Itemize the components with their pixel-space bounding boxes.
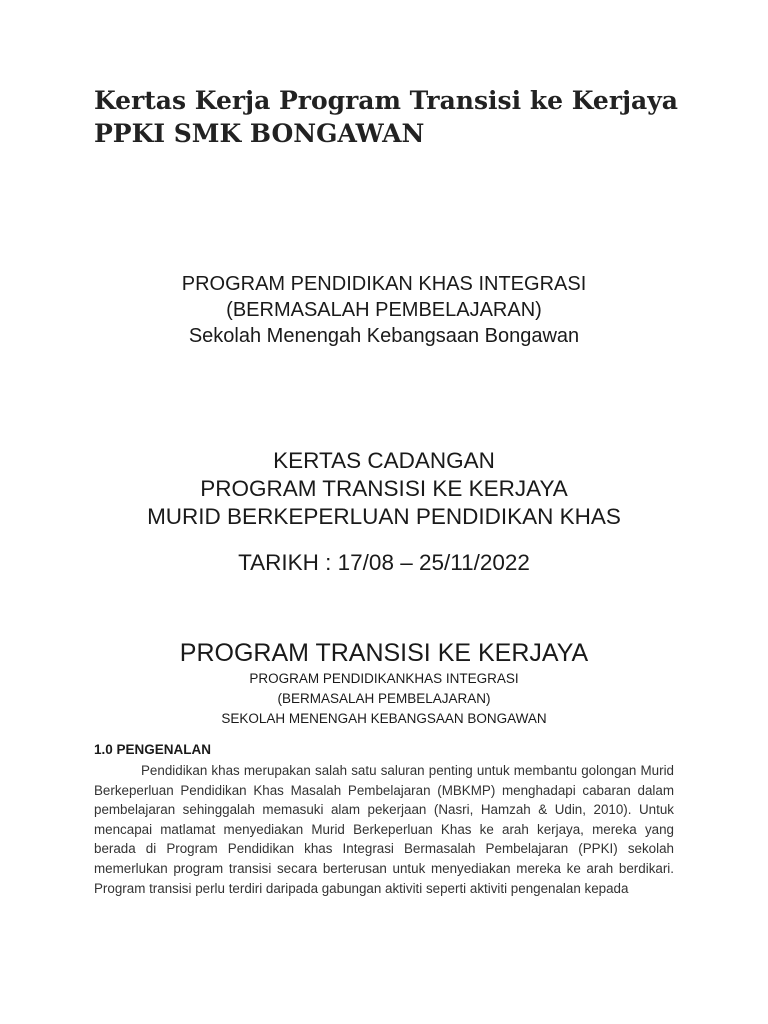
program-name-line: PROGRAM PENDIDIKAN KHAS INTEGRASI: [181, 273, 587, 295]
introduction-paragraph: Pendidikan khas merupakan salah satu saluran penting untuk membantu golongan Murid Berkeperluan Pendidikan Khas Masalah Pembelajaran (MBKMP) menghadapi cabaran dalam pembelajaran sehinggalah memasuki alam pekerjaan (Nasri, Hamzah & Udin, 2010). Untuk mencapai matlamat menyediakan Murid Berkeperluan Khas ke arah kerjaya, mereka yang berada di Program Pendidikan khas Integrasi Bermasalah Pembelajaran (PPKI) sekolah memerlukan program transisi secara berterusan untuk menyediakan mereka ke arah berdikari. Program transisi perlu terdiri daripada gabungan aktiviti seperti aktiviti pengenalan kepada: [94, 763, 674, 896]
section-title-block: [0, 637, 768, 669]
section-title: PROGRAM TRANSISI KE KERJAYA: [179, 639, 589, 667]
proposal-block: [0, 447, 768, 531]
section-subtitle-line-3: SEKOLAH MENENGAH KEBANGSAAN BONGAWAN: [221, 711, 547, 726]
section-subtitle-block: [0, 669, 768, 729]
school-name-line: Sekolah Menengah Kebangsaan Bongawan: [188, 325, 580, 347]
introduction-heading: 1.0 PENGENALAN: [94, 742, 212, 757]
section-subtitle-line-2: (BERMASALAH PEMBELAJARAN): [277, 691, 491, 706]
proposal-program-line: PROGRAM TRANSISI KE KERJAYA: [200, 476, 568, 501]
document-title: Kertas Kerja Program Transisi ke Kerjaya PPKI SMK BONGAWAN: [94, 86, 678, 148]
section-subtitle-line-1: PROGRAM PENDIDIKANKHAS INTEGRASI: [249, 671, 519, 686]
program-category-line: (BERMASALAH PEMBELAJARAN): [226, 299, 542, 321]
date-line: TARIKH : 17/08 – 25/11/2022: [238, 550, 530, 575]
proposal-label: KERTAS CADANGAN: [273, 448, 495, 473]
proposal-target-line: MURID BERKEPERLUAN PENDIDIKAN KHAS: [147, 504, 621, 529]
program-block: [0, 271, 768, 349]
date-block: [0, 549, 768, 577]
